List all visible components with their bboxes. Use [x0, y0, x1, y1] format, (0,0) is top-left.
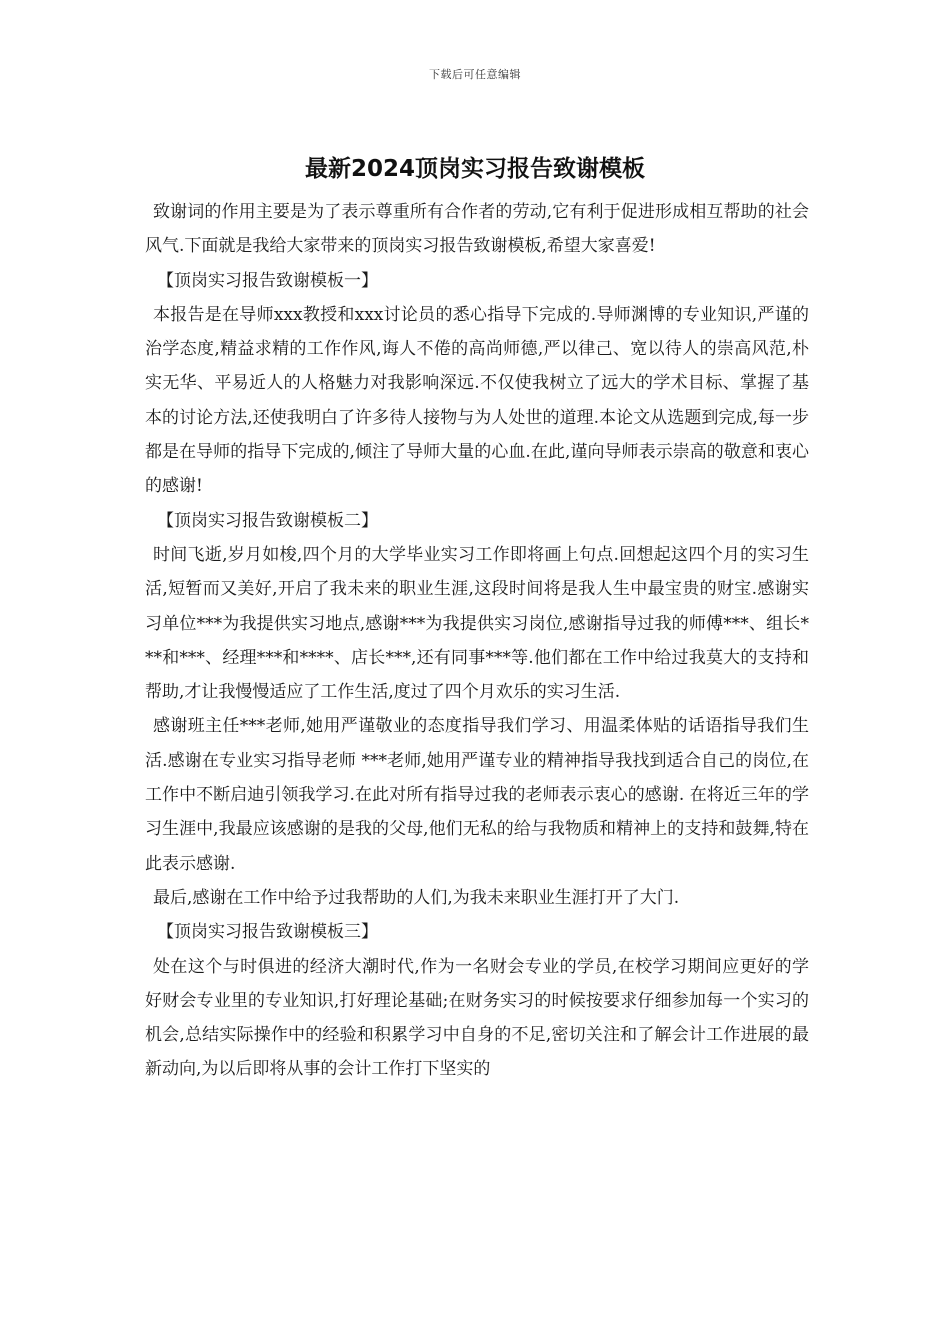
- template-2-paragraph-3: 最后,感谢在工作中给予过我帮助的人们,为我未来职业生涯打开了大门.: [153, 887, 680, 908]
- intro-paragraph: 致谢词的作用主要是为了表示尊重所有合作者的劳动,它有利于促进形成相互帮助的社会风气.下面就是我给大家带来的顶岗实习报告致谢模板,希望大家喜爱!: [145, 202, 809, 257]
- section-heading-1: 【顶岗实习报告致谢模板一】: [157, 270, 378, 291]
- document-body: [145, 195, 809, 1087]
- template-1-paragraph: 本报告是在导师xxx教授和xxx讨论员的悉心指导下完成的.导师渊博的专业知识,严谨的治学态度,精益求精的工作作风,诲人不倦的高尚师德,严以律己、宽以待人的崇高风范,朴实无华、平易近人的人格魅力对我影响深远.不仅使我树立了远大的学术目标、掌握了基本的讨论方法,还使我明白了许多待人接物与为人处世的道理.本论文从选题到完成,每一步都是在导师的指导下完成的,倾注了导师大量的心血.在此,谨向导师表示崇高的敬意和衷心的感谢!: [145, 304, 809, 497]
- document-title: 最新2024顶岗实习报告致谢模板: [304, 156, 645, 182]
- section-heading-3: 【顶岗实习报告致谢模板三】: [157, 922, 378, 943]
- template-2-paragraph-1: 时间飞逝,岁月如梭,四个月的大学毕业实习工作即将画上句点.回想起这四个月的实习生活,短暂而又美好,开启了我未来的职业生涯,这段时间将是我人生中最宝贵的财宝.感谢实习单位***为我提供实习地点,感谢***为我提供实习岗位,感谢指导过我的师傅***、组长***和***、经理***和****、店长***,还有同事***等.他们都在工作中给过我莫大的支持和帮助,才让我慢慢适应了工作生活,度过了四个月欢乐的实习生活.: [145, 544, 809, 703]
- header-note: 下载后可任意编辑: [429, 68, 521, 81]
- template-3-paragraph: 处在这个与时俱进的经济大潮时代,作为一名财会专业的学员,在校学习期间应更好的学好财会专业里的专业知识,打好理论基础;在财务实习的时候按要求仔细参加每一个实习的机会,总结实际操作中的经验和积累学习中自身的不足,密切关注和了解会计工作进展的最新动向,为以后即将从事的会计工作打下坚实的: [145, 956, 809, 1080]
- template-2-paragraph-2: 感谢班主任***老师,她用严谨敬业的态度指导我们学习、用温柔体贴的话语指导我们生活.感谢在专业实习指导老师 ***老师,她用严谨专业的精神指导我找到适合自己的岗位,在工作中不断启迪引领我学习.在此对所有指导过我的老师表示衷心的感谢. 在将近三年的学习生涯中,我最应该感谢的是我的父母,他们无私的给与我物质和精神上的支持和鼓舞,特在此表示感谢.: [145, 716, 809, 874]
- section-heading-2: 【顶岗实习报告致谢模板二】: [157, 510, 378, 531]
